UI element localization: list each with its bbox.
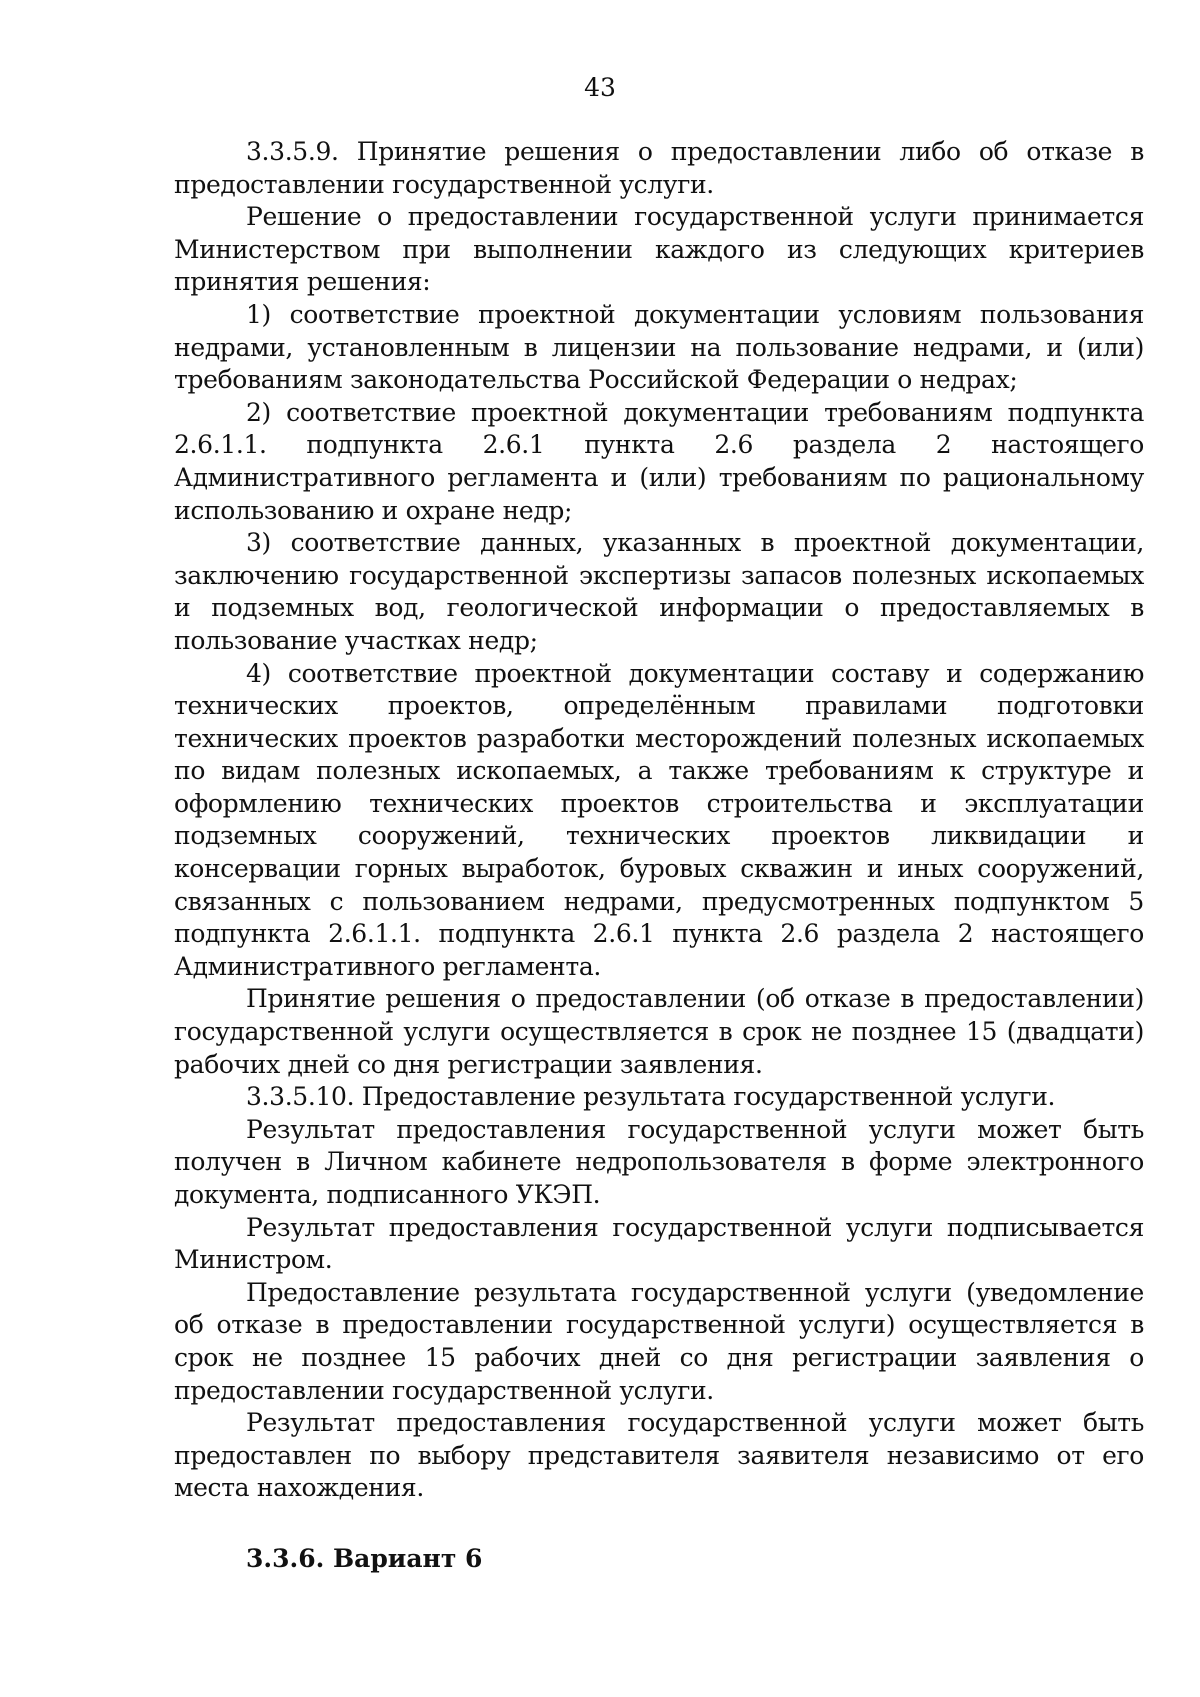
paragraph-result-deadline: Предоставление результата государственной услуги (уведомление об отказе в предоставлении государственной услуги) осуществляется в срок не позднее 15 рабочих дней со дня регистрации заявления о предоставлении государственной услуги. — [174, 1277, 1144, 1405]
paragraph-result-any-location: Результат предоставления государственной услуги может быть предоставлен по выбору представителя заявителя независимо от его места нахождения. — [174, 1408, 1144, 1503]
paragraph-result-personal-cabinet: Результат предоставления государственной услуги может быть получен в Личном кабинете недропользователя в форме электронного документа, подписанного УКЭП. — [174, 1114, 1144, 1209]
paragraph-result-signed-by-minister: Результат предоставления государственной услуги подписывается Министром. — [174, 1212, 1144, 1275]
list-item-criterion-3: 3) соответствие данных, указанных в проектной документации, заключению государственной экспертизы запасов полезных ископаемых и подземных вод, геологической информации о предоставляемых в пользование участках недр; — [174, 528, 1144, 655]
paragraph-decision-deadline: Принятие решения о предоставлении (об отказе в предоставлении) государственной услуги осуществляется в срок не позднее 15 (двадцати) рабочих дней со дня регистрации заявления. — [174, 984, 1144, 1079]
list-item-criterion-1: 1) соответствие проектной документации условиям пользования недрами, установленным в лицензии на пользование недрами, и (или) требованиям законодательства Российской Федерации о недрах; — [174, 299, 1144, 395]
list-item-criterion-4: 4) соответствие проектной документации составу и содержанию технических проектов, определённым правилами подготовки технических проектов разработки месторождений полезных ископаемых по видам полезных ископаемых, а также требованиям к структуре и оформлению технических проектов строительства и эксплуатации подземных сооружений, технических проектов ликвидации и консервации горных выработок, буровых скважин и иных сооружений, связанных с пользованием недрами, предусмотренных подпунктом 5 подпункта 2.6.1.1. подпункта 2.6.1 пункта 2.6 раздела 2 настоящего Административного регламента. — [174, 658, 1144, 981]
paragraph-3-3-5-9: 3.3.5.9. Принятие решения о предоставлении либо об отказе в предоставлении государственной услуги. — [174, 137, 1144, 199]
section-heading-variant-6: 3.3.6. Вариант 6 — [246, 1543, 483, 1573]
list-item-criterion-2: 2) соответствие проектной документации требованиям подпункта 2.6.1.1. подпункта 2.6.1 пункта 2.6 раздела 2 настоящего Административного регламента и (или) требованиям по рациональному использованию и охране недр; — [174, 397, 1144, 525]
paragraph-decision-criteria-intro: Решение о предоставлении государственной услуги принимается Министерством при выполнении каждого из следующих критериев принятия решения: — [174, 202, 1144, 297]
paragraph-3-3-5-10: 3.3.5.10. Предоставление результата государственной услуги. — [246, 1082, 1056, 1112]
page-number: 43 — [584, 73, 616, 102]
document-body — [174, 136, 1144, 1576]
